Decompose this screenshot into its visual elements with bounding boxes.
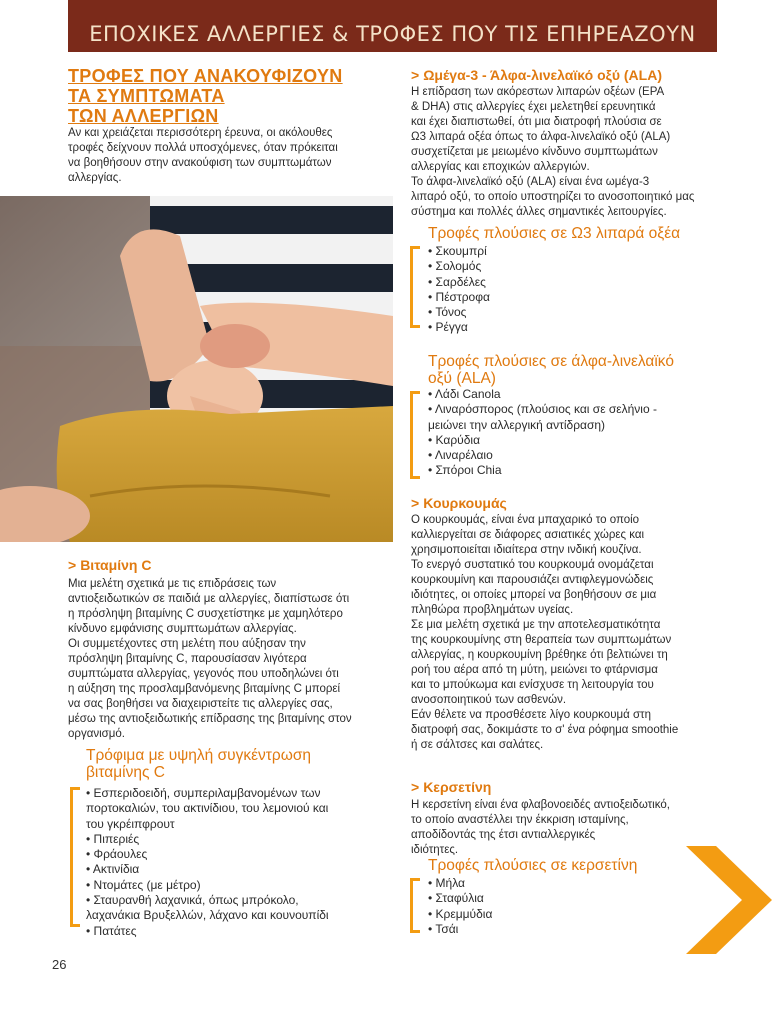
intro-line: Αν και χρειάζεται περισσότερη έρευνα, οι ακόλουθες <box>68 127 333 139</box>
subheading-line: οξύ (ALA) <box>428 370 496 387</box>
list-item: • Σταυρανθή λαχανικά, όπως μπρόκολο, <box>86 893 299 908</box>
text-line: σύστημα και πολλές άλλες σημαντικές λειτουργίες. <box>411 206 667 218</box>
child-scratching-arm-photo <box>0 196 393 542</box>
list-item: • Τσάι <box>428 921 459 936</box>
ala-foods-heading <box>428 353 674 387</box>
text-line: Εάν θέλετε να προσθέσετε λίγο κουρκουμά στη <box>411 709 651 721</box>
quercetin-paragraph <box>411 798 731 858</box>
text-line: συμπτώματα αλλεργίας, γεγονός που υποδηλώνει ότι <box>68 668 339 680</box>
list-item: • Σπόροι Chia <box>428 463 502 478</box>
text-line: Μια μελέτη σχετικά με τις επιδράσεις των <box>68 578 277 590</box>
text-line: η πρόσληψη βιταμίνης C συσχετίστηκε με χαμηλότερο <box>68 608 343 620</box>
omega3-heading-text: Ωμέγα-3 - Άλφα-λινελαϊκό οξύ (ALA) <box>423 67 662 83</box>
list-item: • Κρεμμύδια <box>428 906 493 921</box>
text-line: ροή του αέρα από τη μύτη, μειώνει το φτάρνισμα <box>411 664 658 676</box>
subheading-line: Τρόφιμα με υψηλή συγκέντρωση <box>86 747 311 764</box>
text-line: Οι συμμετέχοντες στη μελέτη που αύξησαν την <box>68 638 306 650</box>
omega3-heading <box>411 67 662 83</box>
intro-line: να βοηθήσουν στην ανακούφιση των συμπτωμάτων <box>68 157 332 169</box>
list-item: • Σταφύλια <box>428 891 484 906</box>
list-bracket <box>70 787 80 927</box>
list-item: λαχανάκια Βρυξελλών, λάχανο και κουνουπίδι <box>86 908 329 923</box>
list-item: • Λιναρόσπορος (πλούσιος και σε σελήνιο - <box>428 402 657 417</box>
turmeric-heading <box>411 495 507 511</box>
text-line: το οποίο αναστέλλει την έκκριση ισταμίνης, <box>411 814 629 826</box>
text-line: ιδιότητες. <box>411 844 459 856</box>
omega3-foods-list <box>428 244 490 336</box>
text-line: ή σε σάλτσες και σαλάτες. <box>411 739 544 751</box>
vitamin-c-foods-list <box>86 786 329 939</box>
list-item: • Φράουλες <box>86 847 148 862</box>
banner-title: ΕΠΟΧΙΚΕΣ ΑΛΛΕΡΓΙΕΣ & ΤΡΟΦΕΣ ΠΟΥ ΤΙΣ ΕΠΗΡΕΑΖΟΥΝ <box>89 22 696 46</box>
text-line: μέσω της αντιοξειδωτικής επίδρασης της βιταμίνης στον <box>68 713 352 725</box>
text-line: κουρκουμίνη και παρουσιάζει αντιφλεγμονώδεις <box>411 574 654 586</box>
text-line: αλλεργίας, η κουρκουμίνη βρέθηκε ότι βελτιώνει τη <box>411 649 668 661</box>
text-line: Ο κουρκουμάς, είναι ένα μπαχαρικό το οποίο <box>411 514 640 526</box>
intro-line: τροφές δείχνουν πολλά υποσχόμενες, όταν πρόκειται <box>68 142 338 154</box>
list-item: • Εσπεριδοειδή, συμπεριλαμβανομένων των <box>86 786 321 800</box>
list-bracket <box>410 246 420 328</box>
text-line: και το μπούκωμα και ενίσχυσε τη λειτουργία του <box>411 679 654 691</box>
text-line: Σε μια μελέτη σχετικά με την αποτελεσματικότητα <box>411 619 661 631</box>
text-line: ιδιότητες, οι οποίες μπορεί να βοηθήσουν σε μια <box>411 589 657 601</box>
list-item: • Σαρδέλες <box>428 274 486 289</box>
vitamin-c-heading <box>68 557 151 573</box>
next-page-chevron-icon <box>686 846 772 954</box>
text-line: αλλεργίας και εποχικών αλλεργιών. <box>411 161 590 173</box>
text-line: να σας βοηθήσει να διαχειριστείτε τις αλλεργίες σας, <box>68 698 333 710</box>
arrow-icon: > <box>68 557 77 573</box>
list-bracket <box>410 878 420 933</box>
omega3-paragraph <box>411 85 731 220</box>
arrow-icon: > <box>411 67 420 83</box>
text-line: συσχετίζεται με μειωμένο κίνδυνο συμπτωμάτων <box>411 146 658 158</box>
subheading-line: βιταμίνης C <box>86 764 165 781</box>
list-item: • Πατάτες <box>86 923 137 938</box>
text-line: χρησιμοποιείται ιδιαίτερα στην ινδική κουζίνα. <box>411 544 642 556</box>
text-line: & DHA) στις αλλεργίες έχει μελετηθεί ερευνητικά <box>411 101 656 113</box>
list-item: • Ντομάτες (με μέτρο) <box>86 877 201 892</box>
main-heading <box>68 66 388 126</box>
text-line: και έχει διαπιστωθεί, ότι μια διατροφή πλούσια σε <box>411 116 662 128</box>
main-heading-line: ΤΡΟΦΕΣ ΠΟΥ ΑΝΑΚΟΥΦΙΖΟΥΝ <box>68 66 343 86</box>
list-item: • Ακτινίδια <box>86 862 140 877</box>
list-item: • Τόνος <box>428 305 467 320</box>
main-heading-line: ΤΩΝ ΑΛΛΕΡΓΙΩΝ <box>68 106 219 126</box>
list-bracket <box>410 391 420 479</box>
page-number: 26 <box>52 957 67 972</box>
text-line: Το άλφα-λινελαϊκό οξύ (ALA) είναι ένα ωμέγα-3 <box>411 176 650 188</box>
list-item: του γκρέιπφρουτ <box>86 816 175 831</box>
text-line: της κουρκουμίνης στη θεραπεία των συμπτωμάτων <box>411 634 672 646</box>
text-line: οργανισμό. <box>68 728 125 740</box>
list-item: • Μήλα <box>428 876 465 890</box>
text-line: αποδίδοντάς της έτσι αντιαλλεργικές <box>411 829 596 841</box>
intro-line: αλλεργίας. <box>68 172 122 184</box>
vitamin-c-heading-text: Βιταμίνη C <box>80 557 152 573</box>
list-item: μειώνει την αλλεργική αντίδραση) <box>428 417 606 432</box>
list-item: • Σολομός <box>428 259 482 274</box>
turmeric-heading-text: Κουρκουμάς <box>423 495 507 511</box>
quercetin-heading <box>411 779 491 795</box>
vitamin-c-paragraph <box>68 577 388 742</box>
text-line: Η επίδραση των ακόρεστων λιπαρών οξέων (EPA <box>411 86 665 98</box>
intro-paragraph <box>68 126 388 186</box>
text-line: καλλιεργείται σε διάφορες ασιατικές χώρες και <box>411 529 645 541</box>
text-line: Η κερσετίνη είναι ένα φλαβονοειδές αντιοξειδωτικό, <box>411 799 670 811</box>
text-line: αντιοξειδωτικών σε παιδιά με αλλεργίες, διαπίστωσε ότι <box>68 593 350 605</box>
text-line: Ω3 λιπαρά οξέα όπως το άλφα-λινελαϊκό οξύ (ALA) <box>411 131 671 143</box>
list-item: • Πέστροφα <box>428 289 490 304</box>
list-item: πορτοκαλιών, του ακτινίδιου, του λεμονιού και <box>86 801 329 816</box>
text-line: Το ενεργό συστατικό του κουρκουμά ονομάζεται <box>411 559 654 571</box>
text-line: διατροφή σας, δοκιμάστε το σ' ένα ρόφημα smoothie <box>411 724 679 736</box>
list-item: • Λάδι Canola <box>428 387 501 401</box>
list-item: • Ρέγγα <box>428 320 468 335</box>
text-line: λιπαρό οξύ, το οποίο υποστηρίζει το ανοσοποιητικό μας <box>411 191 695 203</box>
list-item: • Πιπεριές <box>86 831 140 846</box>
main-heading-line: ΤΑ ΣΥΜΠΤΩΜΑΤΑ <box>68 86 225 106</box>
text-line: κίνδυνο εμφάνισης συμπτωμάτων αλλεργίας. <box>68 623 297 635</box>
quercetin-foods-list <box>428 876 492 937</box>
omega3-foods-heading: Τροφές πλούσιες σε Ω3 λιπαρά οξέα <box>428 225 681 242</box>
arrow-icon: > <box>411 495 420 511</box>
subheading-line: Τροφές πλούσιες σε άλφα-λινελαϊκό <box>428 353 674 370</box>
arrow-icon: > <box>411 779 420 795</box>
text-line: ανοσοποιητικού των ασθενών. <box>411 694 567 706</box>
list-item: • Καρύδια <box>428 432 481 447</box>
list-item: • Σκουμπρί <box>428 244 487 258</box>
quercetin-heading-text: Κερσετίνη <box>423 779 492 795</box>
list-item: • Λιναρέλαιο <box>428 448 493 463</box>
quercetin-foods-heading: Τροφές πλούσιες σε κερσετίνη <box>428 857 638 874</box>
vitamin-c-foods-heading <box>86 747 311 781</box>
ala-foods-list <box>428 387 657 479</box>
text-line: πληθώρα προβλημάτων υγείας. <box>411 604 574 616</box>
turmeric-paragraph <box>411 513 731 753</box>
text-line: η αύξηση της προσλαμβανόμενης βιταμίνης C μπορεί <box>68 683 341 695</box>
text-line: πρόσληψη βιταμίνης C, παρουσίασαν λιγότερα <box>68 653 307 665</box>
header-banner <box>68 0 717 52</box>
